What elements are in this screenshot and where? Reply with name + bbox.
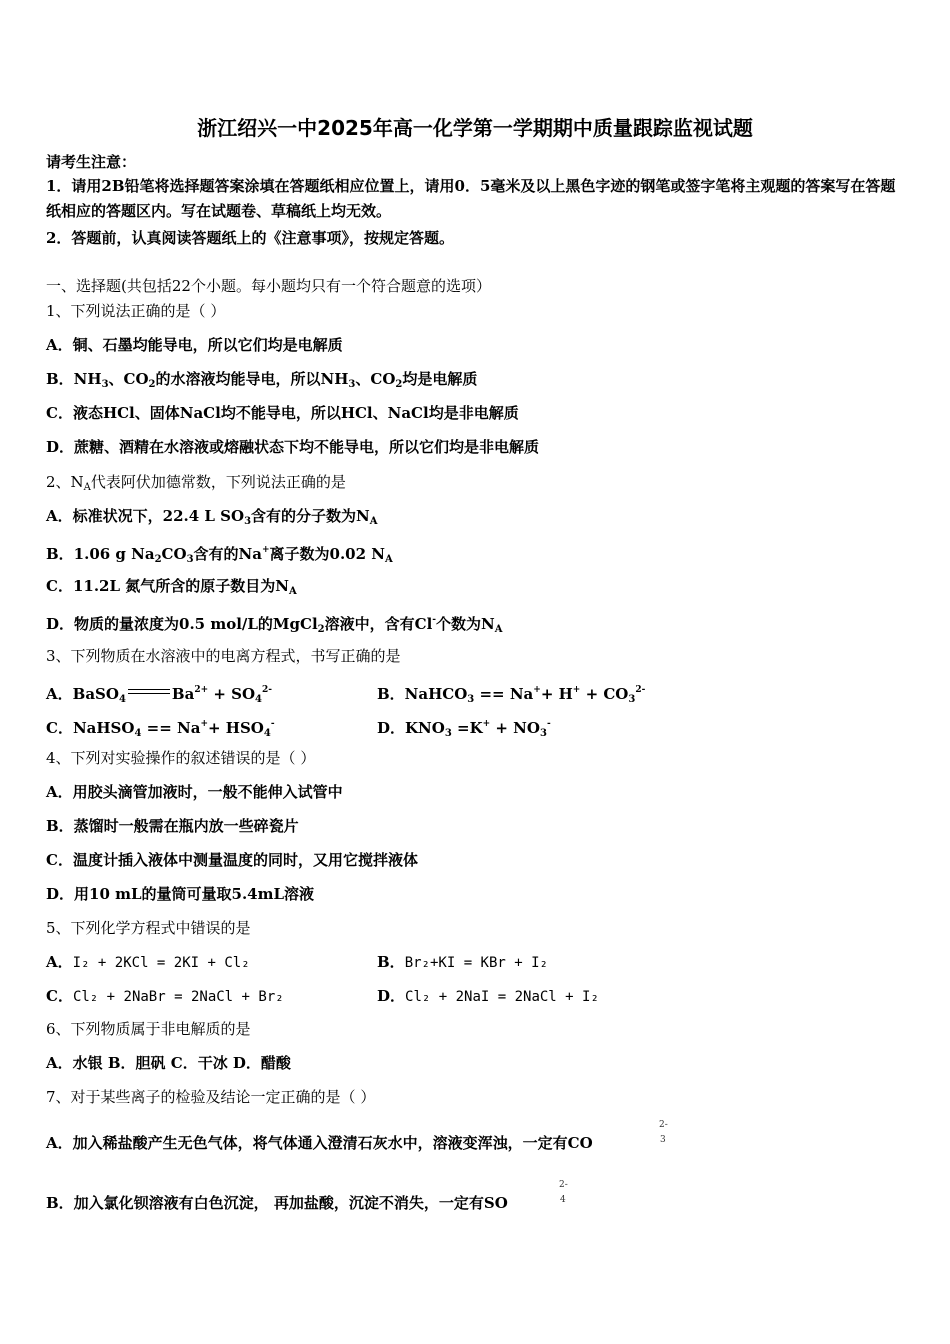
question-3-option-b: B．NaHCO$_3$ == $Na^++ H^+ + CO_3^{2-}$ <box>377 685 646 705</box>
notice-heading: 请考生注意： <box>46 153 137 171</box>
reversible-arrow-icon <box>128 688 170 697</box>
question-1-option-c: C．液态HCl、固体NaCl均不能导电，所以HCl、NaCl均是非电解质 <box>46 404 519 422</box>
notice-item-2: 2．答题前，认真阅读答题纸上的《注意事项》，按规定答题。 <box>46 229 454 247</box>
question-4-option-d: D．用10 mL的量筒可量取5.4mL溶液 <box>46 885 315 903</box>
notice-item-1: 1．请用2B铅笔将选择题答案涂填在答题纸相应位置上，请用0．5毫米及以上黑色字迹的钢笔或签字笔将主观题的答案写在答题纸相应的答题区内。写在试题卷、草稿纸上均无效。 <box>46 177 896 220</box>
question-3-option-c: C．NaHSO$_4$ == $Na^++ HSO_4^-$ <box>46 719 275 739</box>
q7-a-subscript: 3 <box>660 1135 666 1145</box>
question-5-option-b: B．Br₂+KI = KBr + I₂ <box>377 953 548 971</box>
q7-b-subscript: 4 <box>560 1195 566 1205</box>
question-7-option-b: B．加入氯化钡溶液有白色沉淀， 再加盐酸，沉淀不消失，一定有SO <box>46 1194 508 1212</box>
question-7-stem: 7、对于某些离子的检验及结论一定正确的是（ ） <box>46 1088 376 1106</box>
question-4-stem: 4、下列对实验操作的叙述错误的是（ ） <box>46 749 316 767</box>
question-4-option-a: A．用胶头滴管加液时，一般不能伸入试管中 <box>46 783 343 801</box>
question-3-option-a: A．BaSO$_4$ $Ba^{2+} + SO_4^{2-}$ <box>46 685 273 705</box>
question-5-option-d: D．Cl₂ + 2NaI = 2NaCl + I₂ <box>377 987 599 1005</box>
question-2-option-c: C．11.2L 氮气所含的原子数目为$N_A$ <box>46 577 297 597</box>
section-heading: 一、选择题(共包括22个小题。每小题均只有一个符合题意的选项） <box>46 277 491 295</box>
question-6-options: A．水银 B．胆矾 C．干冰 D．醋酸 <box>46 1054 291 1072</box>
question-1-option-a: A．铜、石墨均能导电，所以它们均是电解质 <box>46 336 343 354</box>
question-2-option-a: A．标准状况下，22.4 L $SO_3$含有的分子数为$N_A$ <box>46 507 378 527</box>
question-2-option-d: D．物质的量浓度为0.5 mol/L的MgCl$_2$溶液中，含有Cl-个数为$N_A$ <box>46 615 503 635</box>
question-6-stem: 6、下列物质属于非电解质的是 <box>46 1020 251 1038</box>
question-4-option-b: B．蒸馏时一般需在瓶内放一些碎瓷片 <box>46 817 299 835</box>
question-2-stem: 2、$N_A$代表阿伏加德常数，下列说法正确的是 <box>46 473 346 493</box>
question-3-option-d: D．$KNO_3 =K^+ + NO_3^-$ <box>377 719 551 739</box>
q7-a-charge: 2- <box>659 1120 668 1130</box>
question-1-stem: 1、下列说法正确的是（ ） <box>46 302 226 320</box>
page-title: 浙江绍兴一中2025年高一化学第一学期期中质量跟踪监视试题 <box>197 116 753 140</box>
question-1-option-b: B．$NH_3$、$CO_2$的水溶液均能导电，所以$NH_3$、$CO_2$均是电解质 <box>46 370 478 390</box>
question-5-option-a: A．I₂ + 2KCl = 2KI + Cl₂ <box>46 953 250 971</box>
question-5-option-c: C．Cl₂ + 2NaBr = 2NaCl + Br₂ <box>46 987 284 1005</box>
question-4-option-c: C．温度计插入液体中测量温度的同时，又用它搅拌液体 <box>46 851 418 869</box>
q7-b-charge: 2- <box>559 1180 568 1190</box>
question-7-option-a: A．加入稀盐酸产生无色气体，将气体通入澄清石灰水中，溶液变浑浊，一定有CO <box>46 1134 593 1152</box>
question-3-stem: 3、下列物质在水溶液中的电离方程式，书写正确的是 <box>46 647 401 665</box>
question-1-option-d: D．蔗糖、酒精在水溶液或熔融状态下均不能导电，所以它们均是非电解质 <box>46 438 540 456</box>
question-5-stem: 5、下列化学方程式中错误的是 <box>46 919 251 937</box>
question-2-option-b: B．1.06 g $Na_2CO_3$含有的Na+离子数为0.02 $N_A$ <box>46 545 393 565</box>
